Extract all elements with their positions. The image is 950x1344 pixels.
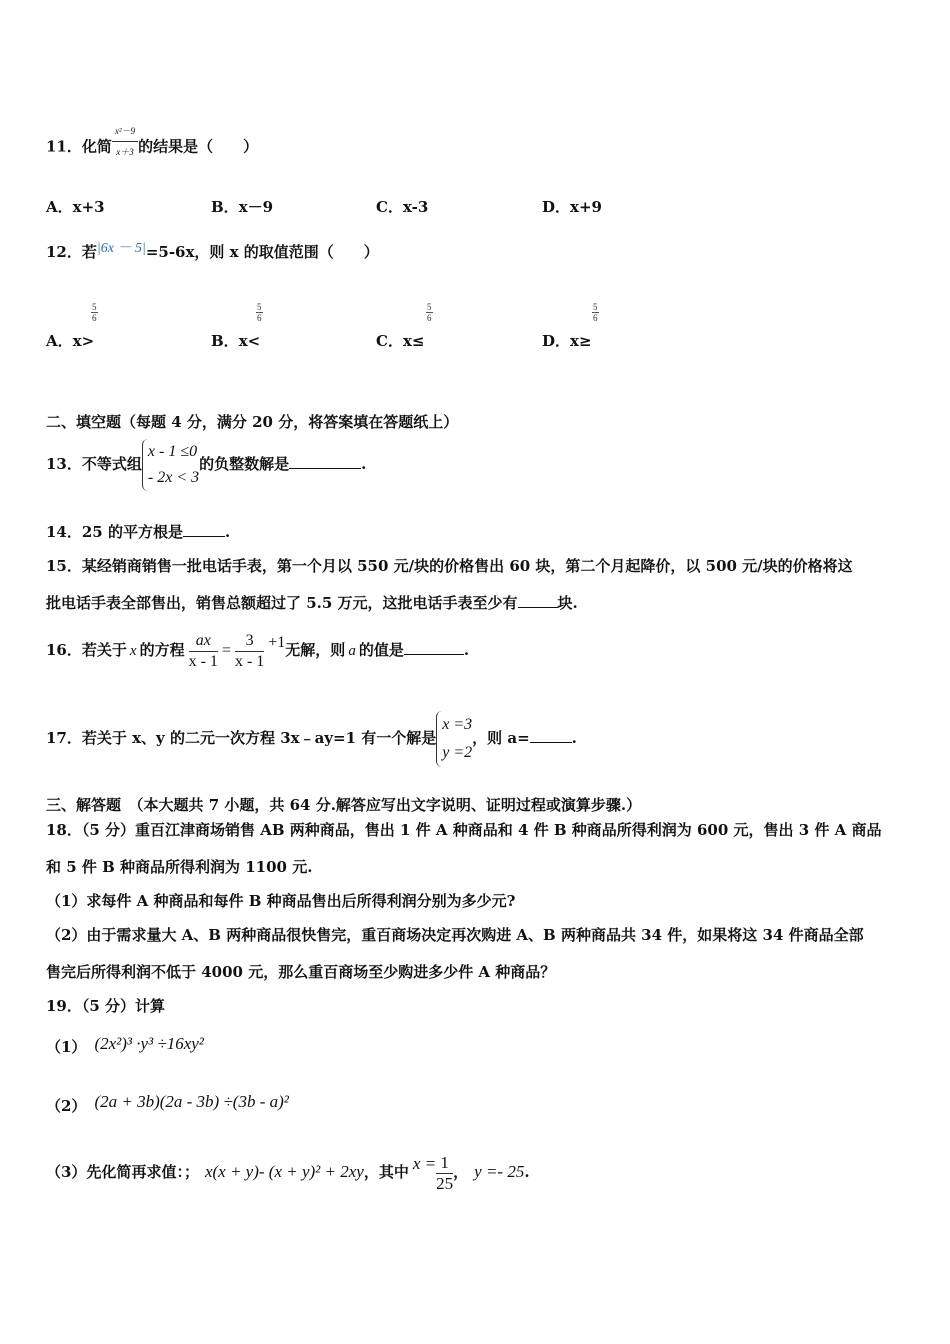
question-15-line1: 15．某经销商销售一批电话手表，第一个月以 550 元/块的价格售出 60 块，第二个月起降价，以 500 元/块的价格将这 [46, 557, 853, 575]
fraction-3: $\frac{3}{x - 1}$ [234, 631, 265, 670]
fraction [112, 121, 138, 162]
option-c[interactable]: C．x-3 [376, 198, 429, 216]
option-c[interactable]: C．x≤ [376, 332, 425, 350]
absolute-value-expr: |6x － 5| [96, 241, 146, 256]
fraction-denominator: x＋3 [116, 147, 134, 157]
option-b[interactable]: B．x< [211, 332, 261, 350]
section-title: 二、填空题（每题 4 分，满分 20 分，将答案填在答题纸上） [46, 413, 459, 431]
fraction-numerator: x²－9 [112, 121, 138, 142]
question-11 [46, 127, 258, 168]
fraction-1-25: $\frac{1}{25}$ [436, 1152, 454, 1193]
question-number: 12． [46, 243, 82, 261]
question-18-line2: 和 5 件 B 种商品所得利润为 1100 元. [46, 858, 313, 876]
math-expression: (2a + 3b)(2a - 3b) ÷(3b - a)² [94, 1092, 289, 1111]
question-19-part1: （1） (2x²)³ ·y³ ÷16xy² [46, 1034, 204, 1056]
question-14: 14．25 的平方根是 . [46, 523, 231, 541]
question-text: =5-6x，则 x 的取值范围（ ） [145, 243, 379, 261]
fraction-5-6: $\frac{5}{6}$ [593, 302, 598, 323]
question-12 [46, 242, 379, 264]
answer-blank[interactable] [530, 728, 572, 743]
question-text: 的结果是（ ） [138, 137, 259, 156]
question-18-sub2-line2: 售完后所得利润不低于 4000 元，那么重百商场至少购进多少件 A 种商品？ [46, 963, 556, 981]
question-number: 13． [46, 455, 82, 473]
answer-blank[interactable] [404, 640, 464, 655]
answer-blank[interactable] [518, 593, 558, 608]
question-18-sub1: （1）求每件 A 种商品和每件 B 种商品售出后所得利润分别为多少元? [46, 892, 516, 910]
question-text: 的负整数解是 [199, 455, 290, 473]
answer-blank[interactable] [289, 454, 361, 469]
inequality-system: x - 1 ≤0 - 2x < 3 [142, 439, 199, 491]
question-text: 不等式组 [81, 455, 142, 473]
question-15-line2: 批电话手表全部售出，销售总额超过了 5.5 万元，这批电话手表至少有 块. [46, 594, 578, 612]
answer-blank[interactable] [183, 522, 225, 537]
question-17: 17．若关于 x、y 的二元一次方程 3x﹣ay=1 有一个解是 x =3 y =2 ，则 a= . [46, 710, 577, 767]
option-b[interactable]: B．x－9 [211, 198, 274, 216]
question-text: 14．25 的平方根是 [46, 523, 183, 541]
fraction-5-6: $\frac{5}{6}$ [257, 302, 262, 323]
option-a[interactable]: A．x> [46, 332, 95, 350]
question-16: 16．若关于 x 的方程 $\frac{ax}{x - 1}$ = $\frac{3}{x - 1}$ +1无解，则 a 的值是 . [46, 631, 470, 670]
section-title: 三、解答题 （本大题共 7 小题，共 64 分.解答应写出文字说明、证明过程或演算步骤.） [46, 796, 642, 814]
question-19-title: 19．（5 分）计算 [46, 997, 166, 1015]
fraction-5-6: $\frac{5}{6}$ [92, 302, 97, 323]
question-number: 11． [46, 137, 82, 156]
math-expression: x(x + y)- (x + y)² + 2xy [204, 1162, 364, 1181]
question-number: 16． [46, 641, 82, 659]
question-18-sub2-line1: （2）由于需求量大 A、B 两种商品很快售完，重百商场决定再次购进 A、B 两种商品共 34 件，如果将这 34 件商品全部 [46, 926, 864, 944]
option-d[interactable]: D．x≥ [542, 332, 592, 350]
fraction-5-6: $\frac{5}{6}$ [427, 302, 432, 323]
math-expression: (2x²)³ ·y³ ÷16xy² [94, 1034, 204, 1053]
question-text: 化简 [81, 137, 112, 156]
question-19-part2: （2） (2a + 3b)(2a - 3b) ÷(3b - a)² [46, 1092, 289, 1115]
fraction-ax: $\frac{ax}{x - 1}$ [188, 631, 218, 670]
equation-system: x =3 y =2 [436, 711, 472, 767]
question-18-line1: 18．（5 分）重百江津商场销售 AB 两种商品，售出 1 件 A 种商品和 4 件 B 种商品所得利润为 600 元，售出 3 件 A 商品 [46, 821, 882, 839]
question-text: 若 [81, 243, 97, 261]
option-a[interactable]: A．x+3 [46, 198, 105, 216]
question-19-part3: （3）先化简再求值：； x(x + y)- (x + y)² + 2xy，其中 x = $\frac{1}{25}$ ， y =- 25. [46, 1152, 530, 1193]
option-d[interactable]: D．x+9 [542, 198, 602, 216]
question-13: 13．不等式组 x - 1 ≤0 - 2x < 3 的负整数解是 . [46, 438, 366, 491]
